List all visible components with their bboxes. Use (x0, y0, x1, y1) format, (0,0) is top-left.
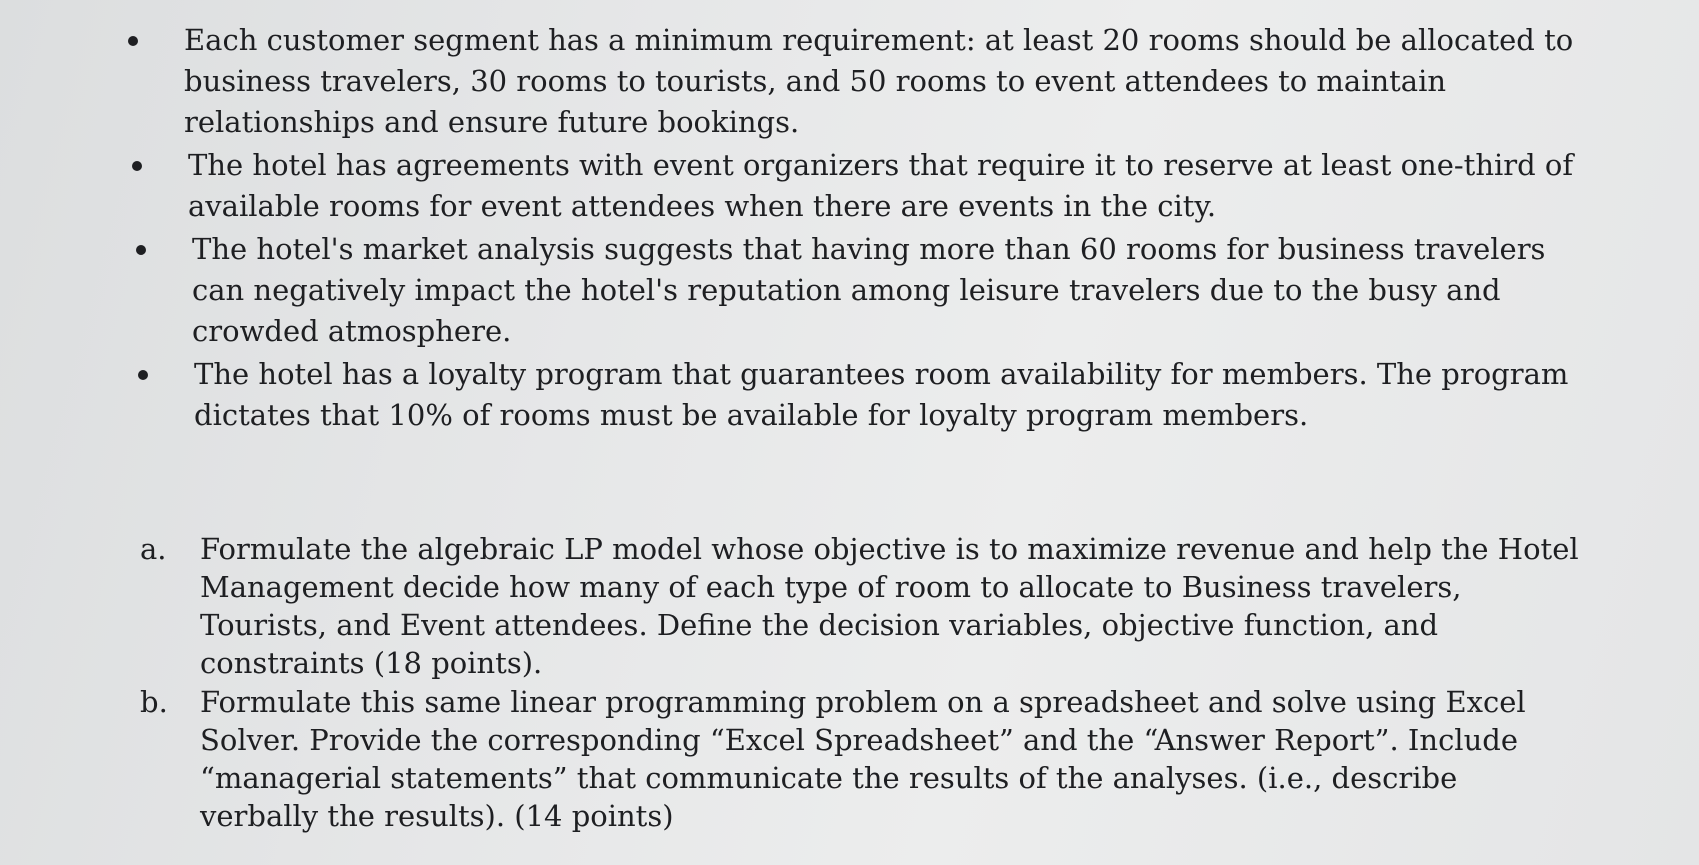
bullet-text: The hotel's market analysis suggests that having more than 60 rooms for business travelers can negatively impact the hotel's reputation among leisure travelers due to the busy and crowded atmosphere. (192, 232, 1546, 348)
bullet-text: The hotel has agreements with event organizers that require it to reserve at least one-third of available rooms for event attendees when there are events in the city. (188, 148, 1574, 223)
bullet-icon (128, 36, 138, 46)
constraints-bullet-list (0, 20, 1699, 436)
questions-list (0, 530, 1699, 835)
bullet-item-event-agreements (4, 145, 1588, 227)
bullet-icon (136, 245, 146, 255)
bullet-text: Each customer segment has a minimum requirement: at least 20 rooms should be allocated to business travelers, 30 rooms to tourists, and 50 rooms to event attendees to maintain relationships and ensure future bookings. (184, 23, 1574, 139)
question-text: Formulate this same linear programming problem on a spreadsheet and solve using Excel Solver. Provide the corresponding “Excel Spreadsheet” and the “Answer Report”. Include “managerial statements” that communicate the results of the analyses. (i.e., describe verbally the results). (14 points) (200, 685, 1526, 833)
question-marker: a. (140, 532, 167, 566)
bullet-item-market-analysis (8, 229, 1592, 352)
bullet-icon (138, 370, 148, 380)
question-a (0, 530, 1580, 682)
question-b (0, 683, 1580, 835)
question-marker: b. (140, 685, 168, 719)
bullet-text: The hotel has a loyalty program that guarantees room availability for members. The program dictates that 10% of rooms must be available for loyalty program members. (194, 357, 1569, 432)
bullet-item-segment-minimums (0, 20, 1584, 143)
bullet-icon (132, 161, 142, 171)
bullet-item-loyalty-program (10, 354, 1594, 436)
question-text: Formulate the algebraic LP model whose objective is to maximize revenue and help the Hotel Management decide how many of each type of room to allocate to Business travelers, Tourists, and Event attendees. Define the decision variables, objective function, and constraints (18 points). (200, 532, 1579, 680)
